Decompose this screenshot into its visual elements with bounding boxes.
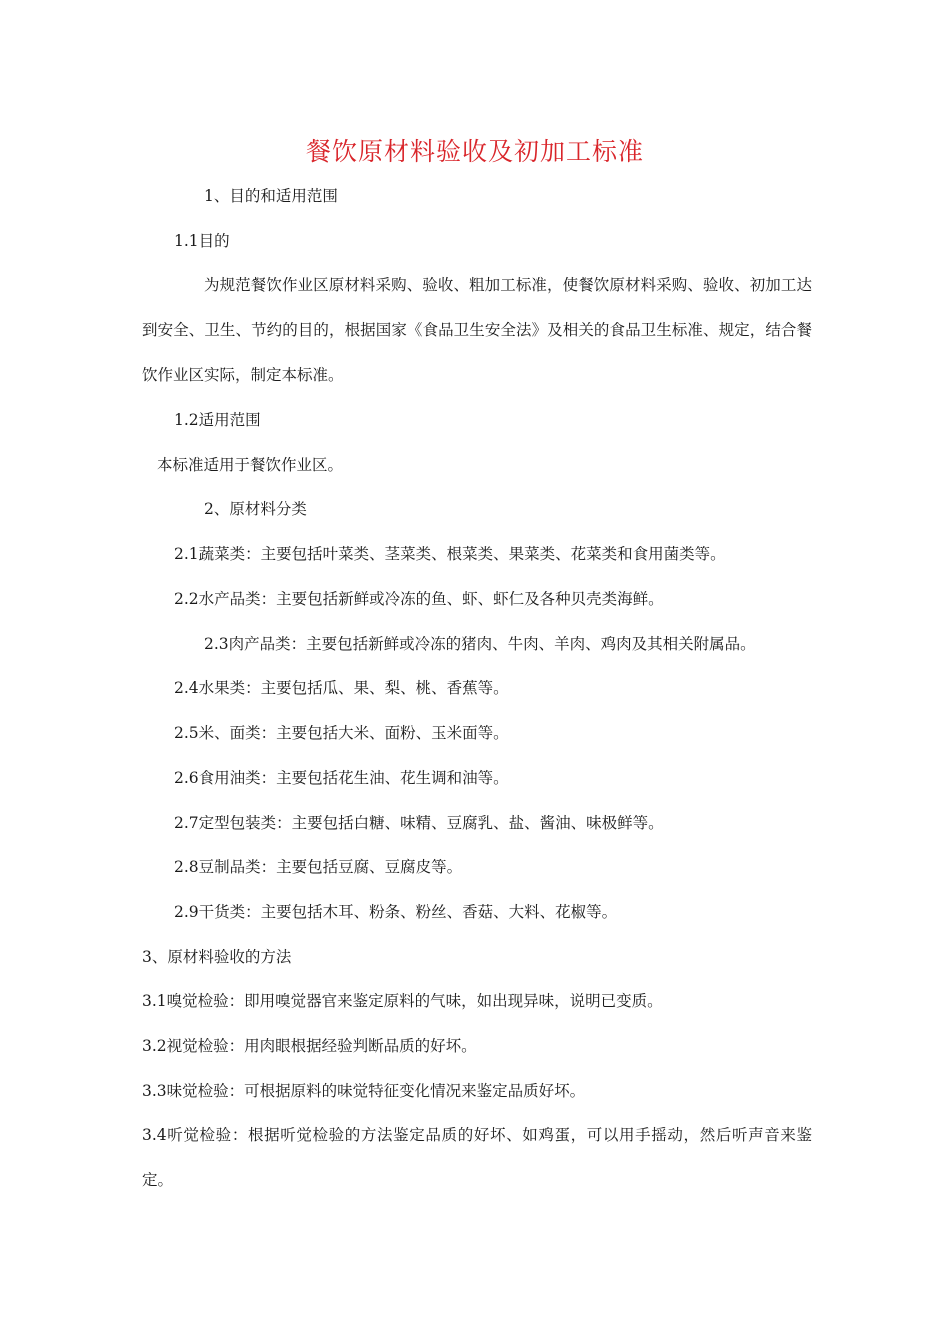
section-1-1-heading: 1.1目的 bbox=[174, 232, 230, 250]
list-item: 2.5米、面类：主要包括大米、面粉、玉米面等。 bbox=[174, 724, 509, 742]
list-item: 2.9干货类：主要包括木耳、粉条、粉丝、香菇、大料、花椒等。 bbox=[174, 903, 618, 921]
list-item: 2.3肉产品类：主要包括新鲜或冷冻的猪肉、牛肉、羊肉、鸡肉及其相关附属品。 bbox=[204, 635, 756, 653]
list-item: 3.4听觉检验：根据听觉检验的方法鉴定品质的好坏、如鸡蛋，可以用手摇动，然后听声音来鉴定。 bbox=[142, 1126, 812, 1189]
list-item: 2.7定型包装类：主要包括白糖、味精、豆腐乳、盐、酱油、味极鲜等。 bbox=[174, 814, 664, 832]
list-item: 3.2视觉检验：用肉眼根据经验判断品质的好坏。 bbox=[142, 1037, 477, 1055]
section-1-2-heading: 1.2适用范围 bbox=[174, 411, 261, 429]
section-1-2-body: 本标准适用于餐饮作业区。 bbox=[157, 456, 344, 474]
document-title: 餐饮原材料验收及初加工标准 bbox=[305, 137, 644, 166]
section-1-heading: 1、目的和适用范围 bbox=[204, 187, 338, 205]
list-item: 2.8豆制品类：主要包括豆腐、豆腐皮等。 bbox=[174, 858, 463, 876]
list-item: 2.6食用油类：主要包括花生油、花生调和油等。 bbox=[174, 769, 509, 787]
list-item: 2.1蔬菜类：主要包括叶菜类、茎菜类、根菜类、果菜类、花菜类和食用菌类等。 bbox=[174, 545, 726, 563]
section-2-heading: 2、原材料分类 bbox=[204, 500, 307, 518]
list-item: 2.2水产品类：主要包括新鲜或冷冻的鱼、虾、虾仁及各种贝壳类海鲜。 bbox=[174, 590, 664, 608]
list-item: 3.1嗅觉检验：即用嗅觉器官来鉴定原料的气味，如出现异味，说明已变质。 bbox=[142, 992, 663, 1010]
section-3-heading: 3、原材料验收的方法 bbox=[142, 948, 292, 966]
list-item: 2.4水果类：主要包括瓜、果、梨、桃、香蕉等。 bbox=[174, 679, 509, 697]
list-item: 3.3味觉检验：可根据原料的味觉特征变化情况来鉴定品质好坏。 bbox=[142, 1082, 586, 1100]
section-1-1-body: 为规范餐饮作业区原材料采购、验收、粗加工标准，使餐饮原材料采购、验收、初加工达到安全、卫生、节约的目的，根据国家《食品卫生安全法》及相关的食品卫生标准、规定，结合餐饮作业区实际，制定本标准。 bbox=[142, 276, 812, 384]
